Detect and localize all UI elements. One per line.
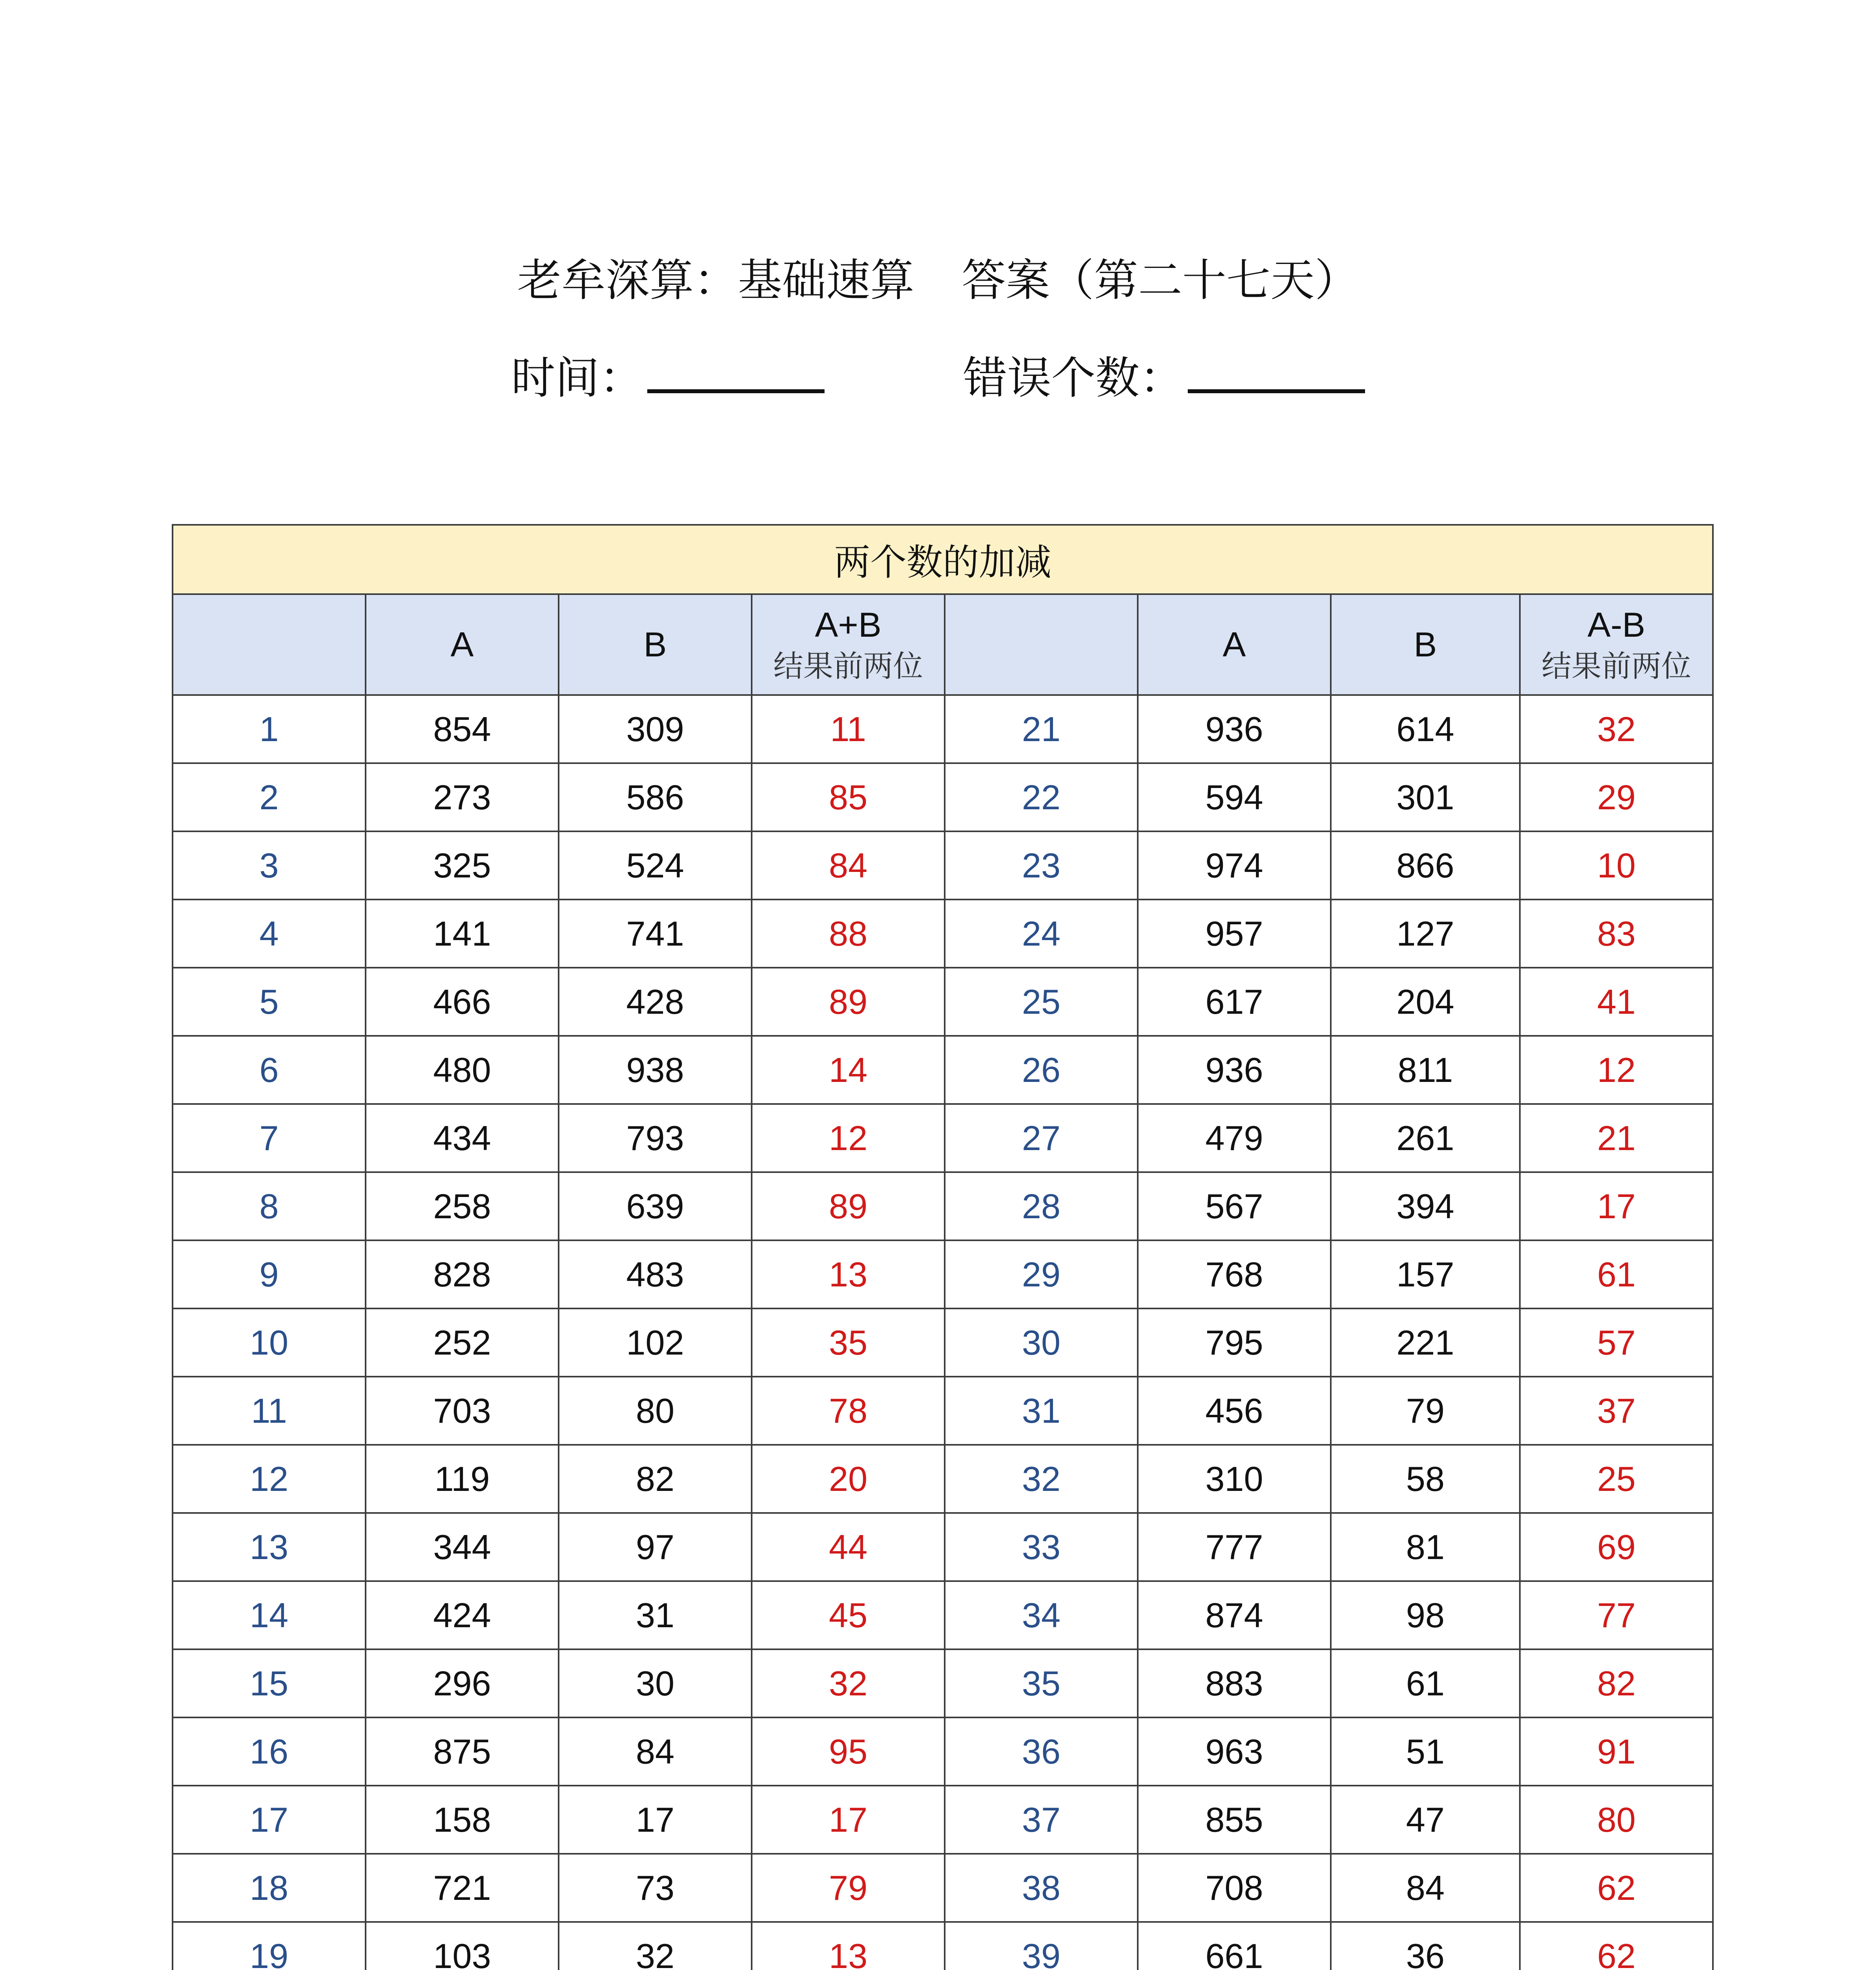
value-a: 874 bbox=[1138, 1581, 1331, 1649]
value-b: 394 bbox=[1331, 1172, 1520, 1240]
answer-diff: 69 bbox=[1520, 1513, 1713, 1581]
value-a: 617 bbox=[1138, 968, 1331, 1036]
row-index: 38 bbox=[945, 1854, 1138, 1922]
col-header-diff bbox=[1520, 594, 1713, 695]
value-b: 524 bbox=[559, 831, 752, 900]
answer-sum: 35 bbox=[752, 1308, 945, 1377]
value-b: 84 bbox=[559, 1717, 752, 1786]
value-a: 567 bbox=[1138, 1172, 1331, 1240]
answer-diff: 29 bbox=[1520, 763, 1713, 831]
value-a: 974 bbox=[1138, 831, 1331, 900]
row-index: 3 bbox=[173, 831, 366, 900]
value-b: 79 bbox=[1331, 1377, 1520, 1445]
value-b: 309 bbox=[559, 695, 752, 763]
answer-sum: 20 bbox=[752, 1445, 945, 1513]
answer-sum: 85 bbox=[752, 763, 945, 831]
answer-sum: 84 bbox=[752, 831, 945, 900]
row-index: 22 bbox=[945, 763, 1138, 831]
answer-sum: 12 bbox=[752, 1104, 945, 1172]
row-index: 21 bbox=[945, 695, 1138, 763]
value-b: 204 bbox=[1331, 968, 1520, 1036]
table-row bbox=[173, 1172, 1713, 1240]
value-a: 594 bbox=[1138, 763, 1331, 831]
value-a: 708 bbox=[1138, 1854, 1331, 1922]
value-b: 36 bbox=[1331, 1922, 1520, 1970]
value-a: 883 bbox=[1138, 1649, 1331, 1717]
row-index: 5 bbox=[173, 968, 366, 1036]
row-index: 31 bbox=[945, 1377, 1138, 1445]
value-b: 938 bbox=[559, 1036, 752, 1104]
value-b: 157 bbox=[1331, 1240, 1520, 1308]
answer-diff: 10 bbox=[1520, 831, 1713, 900]
answer-diff: 83 bbox=[1520, 900, 1713, 968]
value-b: 82 bbox=[559, 1445, 752, 1513]
two-number-table bbox=[172, 524, 1714, 1970]
value-b: 73 bbox=[559, 1854, 752, 1922]
value-b: 127 bbox=[1331, 900, 1520, 968]
value-b: 483 bbox=[559, 1240, 752, 1308]
table-row bbox=[173, 1581, 1713, 1649]
value-b: 61 bbox=[1331, 1649, 1520, 1717]
row-index: 11 bbox=[173, 1377, 366, 1445]
row-index: 35 bbox=[945, 1649, 1138, 1717]
value-a: 777 bbox=[1138, 1513, 1331, 1581]
col-header-a: A bbox=[366, 594, 559, 695]
row-index: 29 bbox=[945, 1240, 1138, 1308]
value-a: 795 bbox=[1138, 1308, 1331, 1377]
value-a: 936 bbox=[1138, 695, 1331, 763]
answer-diff: 82 bbox=[1520, 1649, 1713, 1717]
value-b: 639 bbox=[559, 1172, 752, 1240]
table-row bbox=[173, 1854, 1713, 1922]
row-index: 30 bbox=[945, 1308, 1138, 1377]
value-a: 480 bbox=[366, 1036, 559, 1104]
time-blank bbox=[647, 352, 825, 393]
value-b: 428 bbox=[559, 968, 752, 1036]
value-b: 84 bbox=[1331, 1854, 1520, 1922]
value-b: 866 bbox=[1331, 831, 1520, 900]
value-a: 936 bbox=[1138, 1036, 1331, 1104]
value-a: 103 bbox=[366, 1922, 559, 1970]
row-index: 33 bbox=[945, 1513, 1138, 1581]
value-b: 31 bbox=[559, 1581, 752, 1649]
answer-sum: 17 bbox=[752, 1786, 945, 1854]
row-index: 15 bbox=[173, 1649, 366, 1717]
row-index: 34 bbox=[945, 1581, 1138, 1649]
row-index: 24 bbox=[945, 900, 1138, 968]
table-row bbox=[173, 968, 1713, 1036]
answer-meta bbox=[0, 347, 1876, 410]
answer-sum: 14 bbox=[752, 1036, 945, 1104]
row-index: 28 bbox=[945, 1172, 1138, 1240]
value-b: 614 bbox=[1331, 695, 1520, 763]
table-row bbox=[173, 1717, 1713, 1786]
value-b: 80 bbox=[559, 1377, 752, 1445]
value-a: 325 bbox=[366, 831, 559, 900]
value-b: 58 bbox=[1331, 1445, 1520, 1513]
table-row bbox=[173, 1922, 1713, 1970]
value-a: 158 bbox=[366, 1786, 559, 1854]
value-a: 828 bbox=[366, 1240, 559, 1308]
value-a: 703 bbox=[366, 1377, 559, 1445]
row-index: 4 bbox=[173, 900, 366, 968]
row-index: 10 bbox=[173, 1308, 366, 1377]
value-b: 793 bbox=[559, 1104, 752, 1172]
table-caption: 两个数的加减 bbox=[173, 525, 1713, 594]
answer-diff: 62 bbox=[1520, 1922, 1713, 1970]
table-row bbox=[173, 1649, 1713, 1717]
value-a: 721 bbox=[366, 1854, 559, 1922]
table-row bbox=[173, 695, 1713, 763]
row-index: 7 bbox=[173, 1104, 366, 1172]
answer-sum: 89 bbox=[752, 968, 945, 1036]
value-a: 875 bbox=[366, 1717, 559, 1786]
value-a: 296 bbox=[366, 1649, 559, 1717]
row-index: 9 bbox=[173, 1240, 366, 1308]
errors-blank bbox=[1188, 352, 1365, 393]
table-row bbox=[173, 763, 1713, 831]
value-b: 811 bbox=[1331, 1036, 1520, 1104]
row-index: 18 bbox=[173, 1854, 366, 1922]
value-b: 17 bbox=[559, 1786, 752, 1854]
answer-diff: 62 bbox=[1520, 1854, 1713, 1922]
time-label: 时间： bbox=[511, 353, 644, 404]
row-index: 32 bbox=[945, 1445, 1138, 1513]
answer-diff: 61 bbox=[1520, 1240, 1713, 1308]
row-index: 37 bbox=[945, 1786, 1138, 1854]
row-index: 39 bbox=[945, 1922, 1138, 1970]
value-a: 855 bbox=[1138, 1786, 1331, 1854]
value-a: 141 bbox=[366, 900, 559, 968]
answer-diff: 91 bbox=[1520, 1717, 1713, 1786]
col-header-b: B bbox=[1331, 594, 1520, 695]
row-index: 12 bbox=[173, 1445, 366, 1513]
answer-sum: 78 bbox=[752, 1377, 945, 1445]
value-a: 963 bbox=[1138, 1717, 1331, 1786]
table-row bbox=[173, 900, 1713, 968]
col-header-sum-sub: 结果前两位 bbox=[773, 649, 923, 684]
answer-sum: 95 bbox=[752, 1717, 945, 1786]
table-row bbox=[173, 1786, 1713, 1854]
answer-sum: 44 bbox=[752, 1513, 945, 1581]
row-index: 8 bbox=[173, 1172, 366, 1240]
answer-sum: 13 bbox=[752, 1922, 945, 1970]
row-index: 19 bbox=[173, 1922, 366, 1970]
value-b: 102 bbox=[559, 1308, 752, 1377]
value-a: 466 bbox=[366, 968, 559, 1036]
answer-sum: 11 bbox=[752, 695, 945, 763]
value-b: 51 bbox=[1331, 1717, 1520, 1786]
value-a: 310 bbox=[1138, 1445, 1331, 1513]
errors-label: 错误个数： bbox=[963, 353, 1184, 404]
col-header-index bbox=[173, 594, 366, 695]
value-a: 479 bbox=[1138, 1104, 1331, 1172]
answer-sum: 89 bbox=[752, 1172, 945, 1240]
value-a: 252 bbox=[366, 1308, 559, 1377]
row-index: 6 bbox=[173, 1036, 366, 1104]
row-index: 17 bbox=[173, 1786, 366, 1854]
value-b: 97 bbox=[559, 1513, 752, 1581]
title-main: 老牟深算：基础速算 bbox=[517, 255, 914, 306]
row-index: 1 bbox=[173, 695, 366, 763]
answer-diff: 32 bbox=[1520, 695, 1713, 763]
value-a: 344 bbox=[366, 1513, 559, 1581]
row-index: 2 bbox=[173, 763, 366, 831]
col-header-a: A bbox=[1138, 594, 1331, 695]
col-header-diff-sub: 结果前两位 bbox=[1542, 649, 1691, 684]
table-row bbox=[173, 831, 1713, 900]
answer-sum: 88 bbox=[752, 900, 945, 968]
value-a: 768 bbox=[1138, 1240, 1331, 1308]
answer-diff: 21 bbox=[1520, 1104, 1713, 1172]
answer-diff: 25 bbox=[1520, 1445, 1713, 1513]
value-b: 741 bbox=[559, 900, 752, 968]
table-row bbox=[173, 1513, 1713, 1581]
value-b: 301 bbox=[1331, 763, 1520, 831]
answer-diff: 77 bbox=[1520, 1581, 1713, 1649]
row-index: 13 bbox=[173, 1513, 366, 1581]
title-sub: 答案（第二十七天） bbox=[962, 255, 1359, 306]
col-header-index bbox=[945, 594, 1138, 695]
col-header-sum bbox=[752, 594, 945, 695]
value-b: 586 bbox=[559, 763, 752, 831]
row-index: 16 bbox=[173, 1717, 366, 1786]
answer-sum: 79 bbox=[752, 1854, 945, 1922]
row-index: 26 bbox=[945, 1036, 1138, 1104]
answer-diff: 37 bbox=[1520, 1377, 1713, 1445]
answer-sum: 13 bbox=[752, 1240, 945, 1308]
answer-sum: 45 bbox=[752, 1581, 945, 1649]
table-row bbox=[173, 1377, 1713, 1445]
value-a: 957 bbox=[1138, 900, 1331, 968]
value-b: 30 bbox=[559, 1649, 752, 1717]
value-b: 221 bbox=[1331, 1308, 1520, 1377]
value-a: 661 bbox=[1138, 1922, 1331, 1970]
table-row bbox=[173, 1308, 1713, 1377]
value-b: 47 bbox=[1331, 1786, 1520, 1854]
answer-diff: 57 bbox=[1520, 1308, 1713, 1377]
col-header-sum-label: A+B bbox=[815, 605, 882, 644]
table-row bbox=[173, 1240, 1713, 1308]
value-b: 261 bbox=[1331, 1104, 1520, 1172]
table-row bbox=[173, 1445, 1713, 1513]
value-a: 273 bbox=[366, 763, 559, 831]
col-header-b: B bbox=[559, 594, 752, 695]
page-title bbox=[0, 245, 1876, 316]
value-a: 119 bbox=[366, 1445, 559, 1513]
value-a: 434 bbox=[366, 1104, 559, 1172]
col-header-diff-label: A-B bbox=[1587, 605, 1646, 644]
value-a: 854 bbox=[366, 695, 559, 763]
value-b: 32 bbox=[559, 1922, 752, 1970]
value-a: 456 bbox=[1138, 1377, 1331, 1445]
value-a: 258 bbox=[366, 1172, 559, 1240]
table-row bbox=[173, 1036, 1713, 1104]
value-b: 81 bbox=[1331, 1513, 1520, 1581]
row-index: 36 bbox=[945, 1717, 1138, 1786]
answer-diff: 41 bbox=[1520, 968, 1713, 1036]
answer-diff: 80 bbox=[1520, 1786, 1713, 1854]
row-index: 27 bbox=[945, 1104, 1138, 1172]
row-index: 23 bbox=[945, 831, 1138, 900]
table-row bbox=[173, 1104, 1713, 1172]
row-index: 14 bbox=[173, 1581, 366, 1649]
value-a: 424 bbox=[366, 1581, 559, 1649]
answer-diff: 17 bbox=[1520, 1172, 1713, 1240]
value-b: 98 bbox=[1331, 1581, 1520, 1649]
answer-diff: 12 bbox=[1520, 1036, 1713, 1104]
answer-sum: 32 bbox=[752, 1649, 945, 1717]
row-index: 25 bbox=[945, 968, 1138, 1036]
